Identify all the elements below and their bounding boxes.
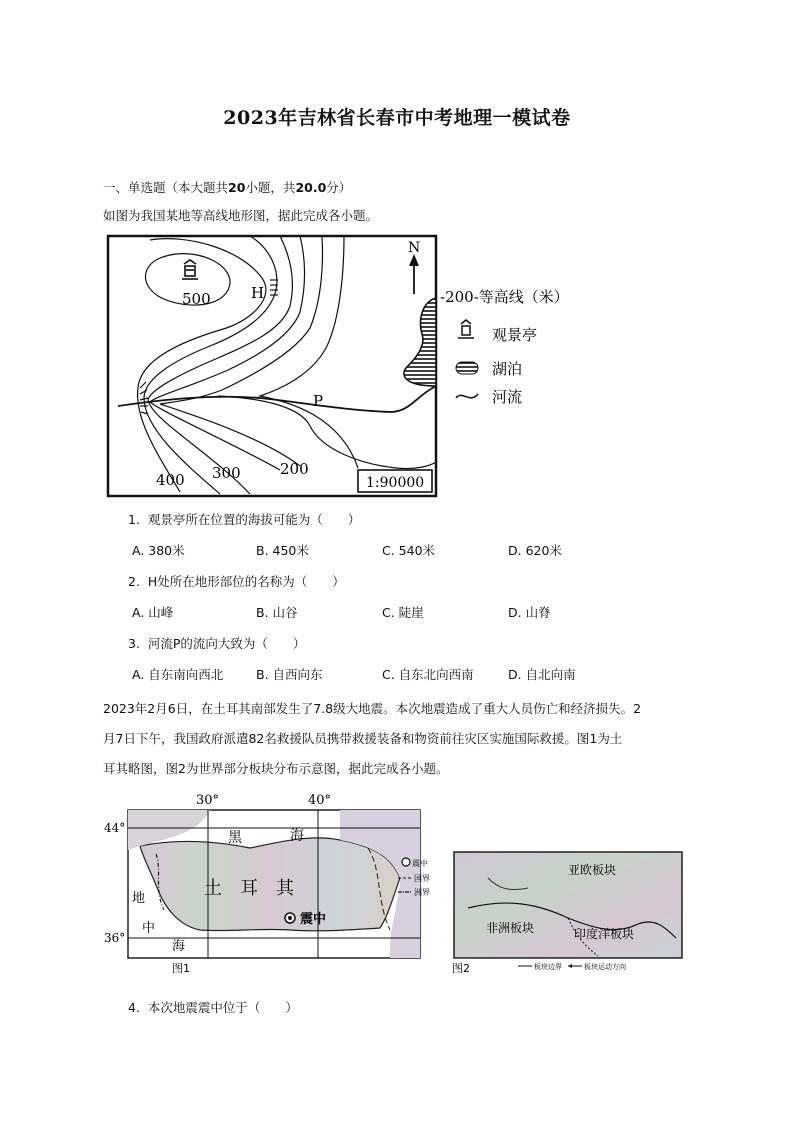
intro2-line-1: 2023年2月6日，在土耳其南部发生了7.8级大地震。本次地震造成了重大人员伤亡和经济损失。2 <box>103 701 642 716</box>
med-label-1: 地 <box>132 891 146 906</box>
scale-label: 1:90000 <box>366 475 425 491</box>
q1-option-c[interactable]: C. 540米 <box>382 543 436 558</box>
legend-pavilion-icon <box>458 320 474 338</box>
legend-continent-text: 洲界 <box>414 888 430 897</box>
page-title: 2023年吉林省长春市中考地理一模试卷 <box>223 107 571 129</box>
plates-map-figure <box>448 848 688 976</box>
contour-300-label: 300 <box>212 464 241 482</box>
question-4-num: 4. <box>128 1000 140 1015</box>
lon40-label: 40° <box>308 793 332 808</box>
question-1-num: 1. <box>128 512 140 527</box>
contour-map <box>100 230 630 500</box>
black-sea-label-2: 海 <box>290 828 304 844</box>
med-label-3: 海 <box>172 939 186 954</box>
question-4 <box>128 998 298 1016</box>
lat44-label: 44° <box>104 821 126 835</box>
section-header <box>103 178 351 196</box>
indian-label: 印度洋板块 <box>574 927 635 941</box>
africa-label: 非洲板块 <box>486 921 535 935</box>
legend-pavilion: 观景亭 <box>492 326 538 344</box>
q3-option-b[interactable]: B. 自西向东 <box>256 667 323 682</box>
question-2-text: H处所在地形部位的名称为（ ） <box>147 574 345 589</box>
map-frame <box>108 236 436 496</box>
legend-contour: -200-等高线（米） <box>440 288 569 306</box>
fig1-caption: 图1 <box>172 962 190 975</box>
q2-option-b[interactable]: B. 山谷 <box>256 605 298 620</box>
q2-option-d[interactable]: D. 山脊 <box>508 605 551 620</box>
p-label: P <box>313 392 324 410</box>
question-3-text: 河流P的流向大致为（ ） <box>147 636 306 651</box>
fig2-caption: 图2 <box>452 962 470 975</box>
lon30-label: 30° <box>196 793 220 808</box>
country-label: 土 耳 其 <box>204 878 294 899</box>
question-3-num: 3. <box>128 636 140 651</box>
section-suffix: 分） <box>326 180 352 195</box>
legend-motion-arrow-icon <box>568 964 572 968</box>
q1-option-d[interactable]: D. 620米 <box>508 543 562 558</box>
peak-value-label: 500 <box>182 290 211 308</box>
q1-option-b[interactable]: B. 450米 <box>256 543 309 558</box>
intro-text-1: 如图为我国某地等高线地形图，据此完成各小题。 <box>103 208 379 223</box>
legend-boundary-text: 板块边界 <box>534 963 562 971</box>
black-sea-label-1: 黑 <box>228 830 242 846</box>
q2-option-a[interactable]: A. 山峰 <box>132 605 174 620</box>
q1-option-a[interactable]: A. 380米 <box>132 543 185 558</box>
north-label: N <box>408 240 421 256</box>
legend-river-icon <box>456 394 478 398</box>
section-prefix: 一、单选题（本大题共 <box>103 180 229 195</box>
legend-lake-icon <box>456 362 478 374</box>
contour-200-label: 200 <box>280 460 309 478</box>
question-1-text: 观景亭所在位置的海拔可能为（ ） <box>147 512 361 527</box>
question-1 <box>128 510 360 528</box>
question-2-num: 2. <box>128 574 140 589</box>
legend-epicenter-icon <box>402 858 410 866</box>
section-score: 20.0 <box>295 180 327 195</box>
question-2 <box>128 572 345 590</box>
legend-motion-text: 板块运动方向 <box>584 963 626 971</box>
epicenter-label: 震中 <box>300 912 327 927</box>
q2-option-c[interactable]: C. 陡崖 <box>382 605 424 620</box>
legend-river: 河流 <box>492 388 523 406</box>
q3-option-c[interactable]: C. 自东北向西南 <box>382 667 474 682</box>
epicenter-dot <box>288 916 292 920</box>
section-middle: 小题，共 <box>245 180 296 195</box>
q3-option-d[interactable]: D. 自北向南 <box>508 667 576 682</box>
h-label: H <box>251 284 265 302</box>
question-4-text: 本次地震震中位于（ ） <box>147 1000 298 1015</box>
contour-400-label: 400 <box>156 471 185 489</box>
q3-option-a[interactable]: A. 自东南向西北 <box>132 667 224 682</box>
intro2-line-3: 耳其略图，图2为世界部分板块分布示意图，据此完成各小题。 <box>103 761 449 776</box>
legend-lake: 湖泊 <box>492 360 523 378</box>
intro-text-2 <box>103 694 703 784</box>
turkey-map-figure <box>100 790 460 980</box>
question-3 <box>128 634 305 652</box>
legend-border-text: 国界 <box>414 874 430 883</box>
eurasia-label: 亚欧板块 <box>568 863 617 877</box>
intro2-line-2: 月7日下午，我国政府派遣82名救援队员携带救援装备和物资前往灾区实施国际救援。图1为土 <box>103 731 623 746</box>
lat36-label: 36° <box>104 931 126 945</box>
section-count: 20 <box>228 180 246 195</box>
legend-epicenter-text: 震中 <box>412 859 428 868</box>
med-label-2: 中 <box>142 921 156 936</box>
